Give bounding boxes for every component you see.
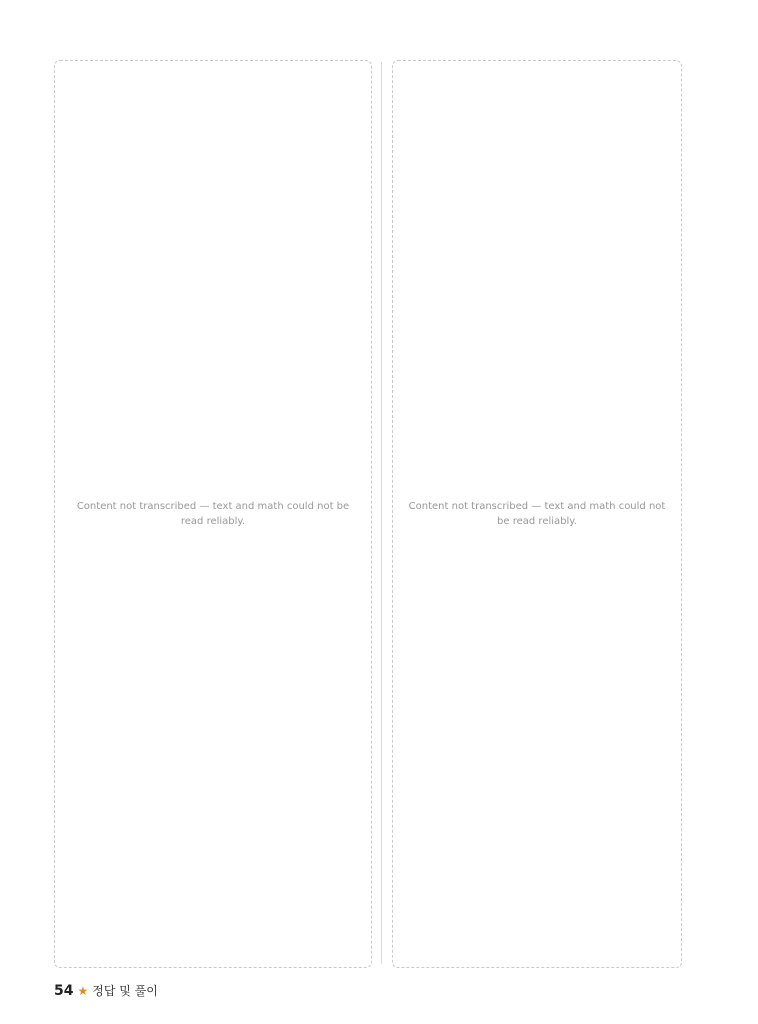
page-footer — [54, 981, 158, 1002]
footer-label: 정답 및 풀이 — [92, 984, 158, 998]
column-divider — [381, 62, 382, 964]
page-number: 54 — [54, 983, 74, 999]
right-column-placeholder: Content not transcribed — text and math could not be read reliably. — [392, 60, 682, 968]
left-column-placeholder: Content not transcribed — text and math could not be read reliably. — [54, 60, 372, 968]
star-icon: ★ — [77, 984, 89, 998]
left-column — [54, 60, 372, 968]
right-column — [392, 60, 682, 968]
